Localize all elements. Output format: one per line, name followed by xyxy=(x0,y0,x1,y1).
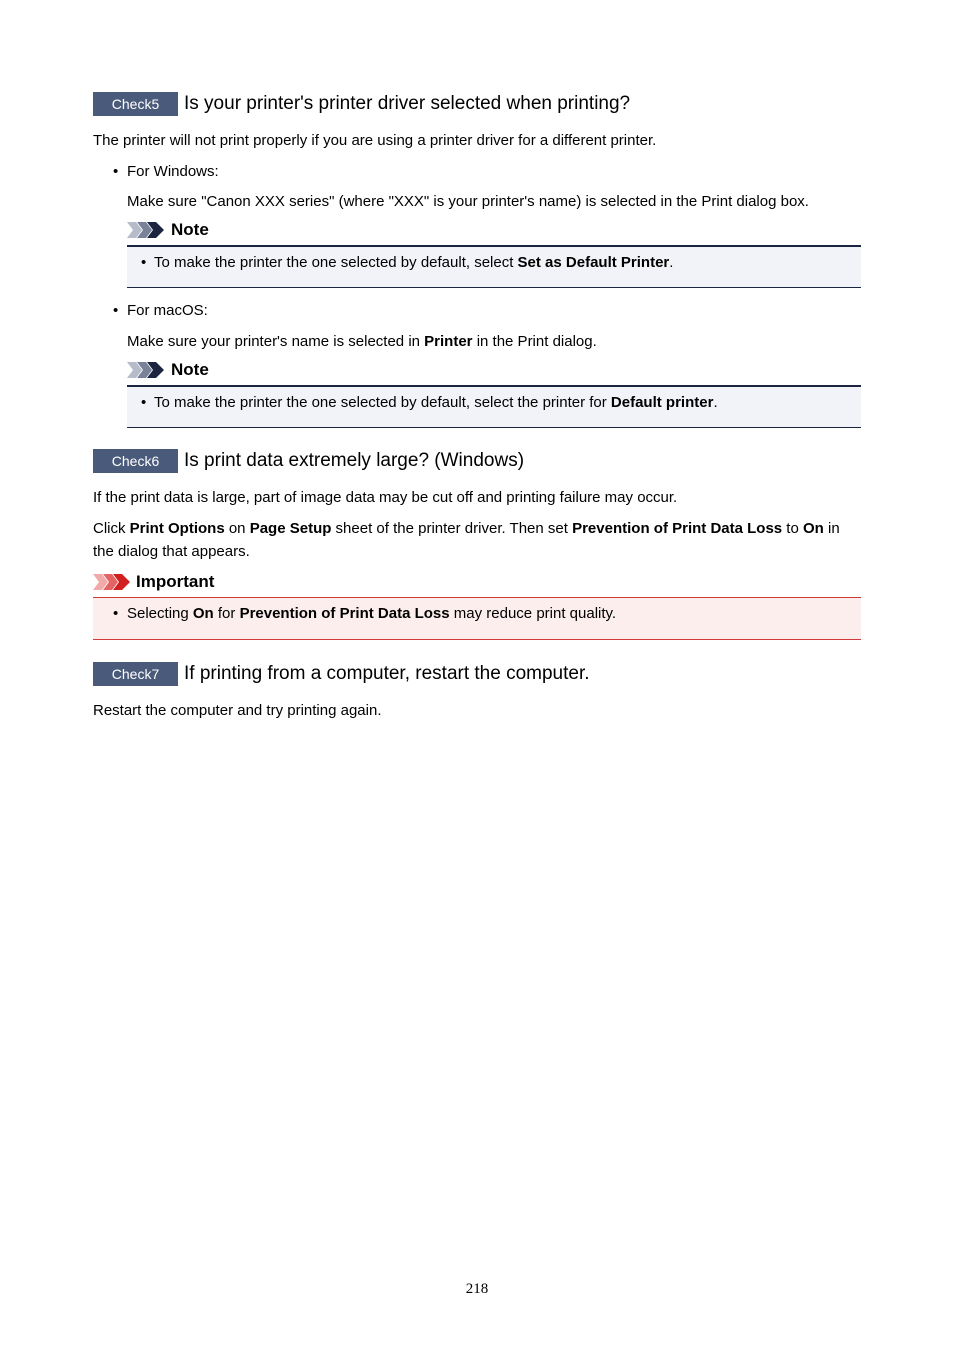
on-label: On xyxy=(192,605,214,622)
windows-bullet xyxy=(93,160,861,183)
check5-badge: Check5 xyxy=(93,92,178,116)
macos-note-heading xyxy=(127,359,861,381)
text: may reduce print quality. xyxy=(449,605,617,622)
bullet-dot: • xyxy=(141,254,147,271)
note-label: Note xyxy=(171,360,209,379)
note-text-end: . xyxy=(713,394,718,411)
check7-badge: Check7 xyxy=(93,662,178,686)
note-bold-text: Set as Default Printer xyxy=(517,254,670,271)
note-text-end: . xyxy=(669,254,674,271)
text: in the dialog that appears. xyxy=(93,520,840,560)
macos-bullet-label: For macOS: xyxy=(127,302,208,319)
bullet-dot: • xyxy=(113,605,119,622)
bullet-dot: • xyxy=(113,163,119,180)
note-text: To make the printer the one selected by default, select the printer for xyxy=(154,394,611,411)
check7-intro: Restart the computer and try printing again. xyxy=(93,702,382,719)
macos-section xyxy=(93,330,861,428)
check7-title: If printing from a computer, restart the computer. xyxy=(184,663,590,684)
print-options-label: Print Options xyxy=(129,520,225,537)
text: on xyxy=(224,520,250,537)
text: for xyxy=(213,605,240,622)
important-item xyxy=(93,602,861,625)
check6-instructions xyxy=(93,517,861,563)
check6-intro: If the print data is large, part of image data may be cut off and printing failure may occur. xyxy=(93,489,678,506)
note-label: Note xyxy=(171,220,209,239)
text: sheet of the printer driver. Then set xyxy=(331,520,573,537)
text: to xyxy=(782,520,803,537)
macos-note-item xyxy=(127,391,861,414)
check6-badge: Check6 xyxy=(93,449,178,473)
windows-note-heading xyxy=(127,219,861,241)
page-content xyxy=(93,92,861,730)
windows-note-box xyxy=(127,245,861,288)
note-chevron-icon xyxy=(127,362,165,378)
macos-text-start: Make sure your printer's name is selected in xyxy=(127,333,425,350)
note-text: To make the printer the one selected by default, select xyxy=(154,254,518,271)
important-heading xyxy=(93,571,861,593)
note-bold-text: Default printer xyxy=(610,394,714,411)
bullet-dot: • xyxy=(141,394,147,411)
check6-heading xyxy=(93,449,861,473)
check5-heading xyxy=(93,92,861,116)
macos-bullet xyxy=(93,299,861,322)
macos-text xyxy=(127,330,861,353)
windows-text: Make sure "Canon XXX series" (where "XXX" is your printer's name) is selected in the Print dialog box. xyxy=(127,193,809,210)
check5-title: Is your printer's printer driver selected when printing? xyxy=(184,93,631,114)
bullet-dot: • xyxy=(113,302,119,319)
important-box xyxy=(93,597,861,640)
check6-title: Is print data extremely large? (Windows) xyxy=(184,450,525,471)
prevention-label: Prevention of Print Data Loss xyxy=(572,520,783,537)
text: Selecting xyxy=(127,605,193,622)
important-chevron-icon xyxy=(93,574,131,590)
macos-text-bold: Printer xyxy=(424,333,473,350)
note-chevron-icon xyxy=(127,222,165,238)
windows-note-item xyxy=(127,251,861,274)
important-label: Important xyxy=(136,572,215,591)
page-number: 218 xyxy=(465,1281,489,1297)
macos-text-end: in the Print dialog. xyxy=(472,333,597,350)
page-setup-label: Page Setup xyxy=(249,520,332,537)
text: Click xyxy=(93,520,130,537)
on-label: On xyxy=(803,520,824,537)
windows-bullet-label: For Windows: xyxy=(127,163,219,180)
macos-note-box xyxy=(127,385,861,428)
prevention-label: Prevention of Print Data Loss xyxy=(239,605,450,622)
check7-heading xyxy=(93,662,861,686)
windows-section xyxy=(93,190,861,288)
check5-intro: The printer will not print properly if you are using a printer driver for a different printer. xyxy=(93,132,657,149)
